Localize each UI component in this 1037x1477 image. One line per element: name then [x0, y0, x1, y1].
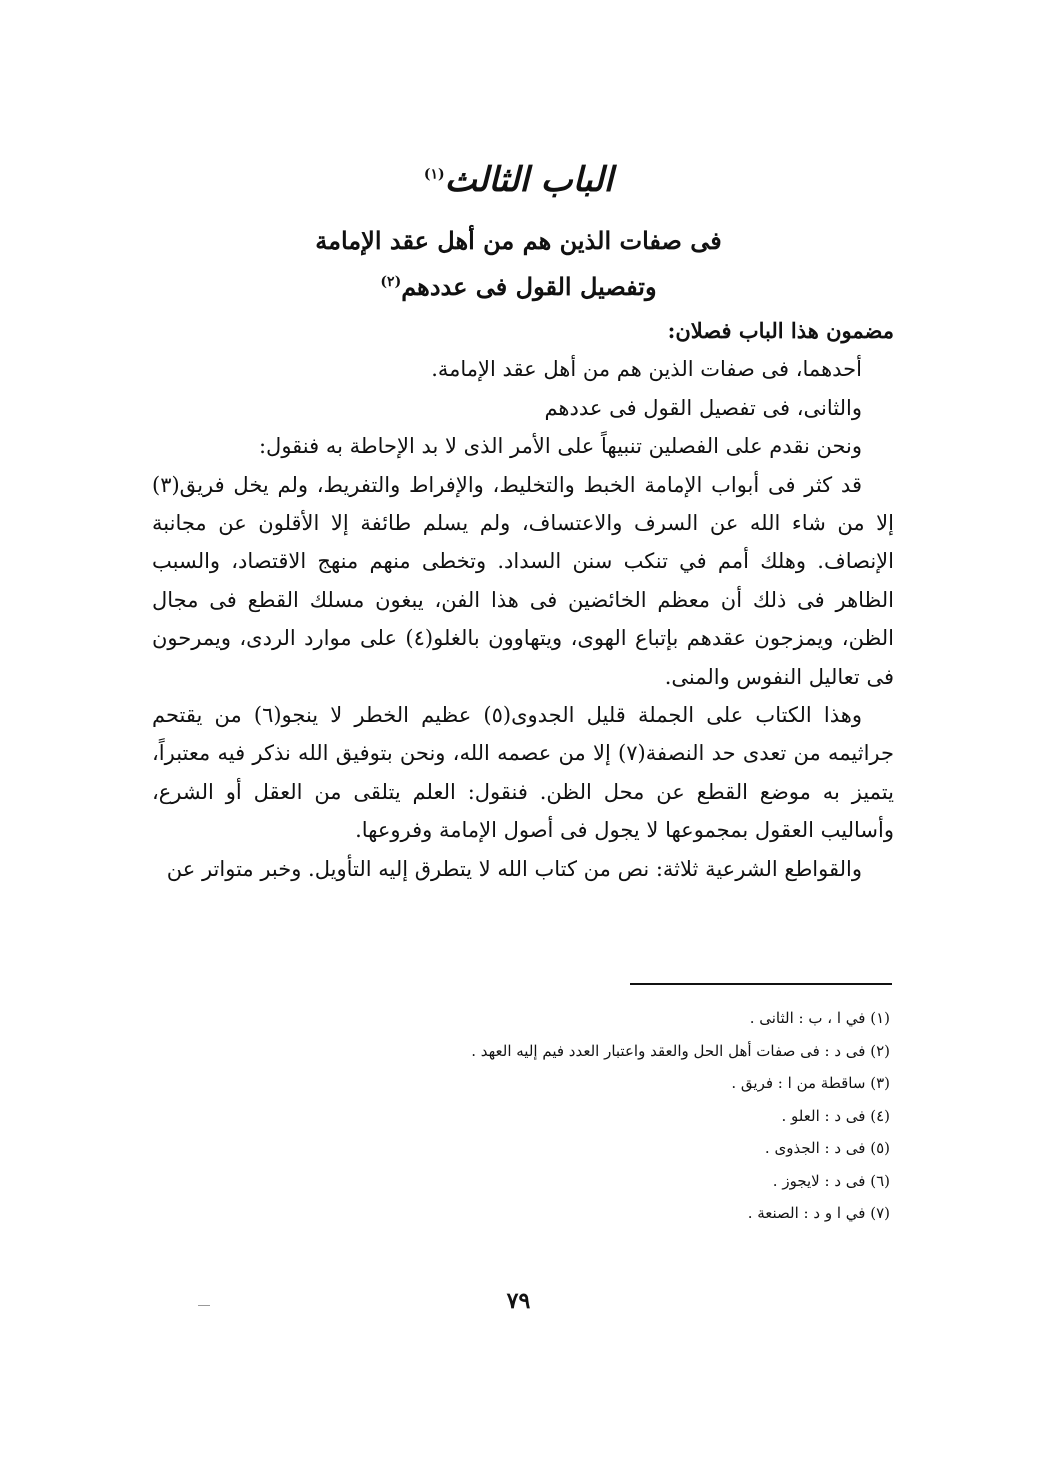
footnote-4: (٤) فى د : العلو . — [781, 1106, 890, 1125]
paragraph-2: والثانى، فى تفصيل القول فى عددهم — [544, 395, 862, 420]
paragraph-3: ونحن نقدم على الفصلين تنبيهاً على الأمر الذى لا بد الإحاطة به فنقول: — [258, 434, 862, 459]
section-heading: مضمون هذا الباب فصلان: — [667, 318, 894, 343]
page-number: ٧٩ — [506, 1288, 531, 1314]
footnote-7: (٧) في ا و د : الصنعة . — [747, 1204, 890, 1222]
chapter-subtitle-footnote-ref: (٢) — [380, 274, 402, 290]
chapter-subtitle-line-2 — [0, 272, 1037, 301]
chapter-subtitle-line-2-text: وتفصيل القول فى عددهم — [401, 272, 657, 301]
footnote-separator — [630, 983, 892, 985]
footnote-3: (٣) ساقطة من ا : فريق . — [731, 1074, 890, 1092]
footnotes-list — [200, 1002, 890, 1230]
footnote-5: (٥) فى د : الجذوى . — [764, 1139, 890, 1157]
footnote-6: (٦) فى د : لايجوز . — [772, 1171, 890, 1190]
paragraph-5: وهذا الكتاب على الجملة قليل الجدوى(٥) عظيم الخطر لا ينجو(٦) من يقتحم جراثيمه من تعدى حد النصفة(٧) إلا من عصمه الله، ونحن بتوفيق الله نذكر فيه معتبراً، يتميز به موضع القطع عن محل الظن. فنقول: العلم يتلقى من العقل أو الشرع، وأساليب العقول بمجموعها لا يجول فى أصول الإمامة وفروعها. — [152, 703, 894, 843]
chapter-subtitle-line-1: فى صفات الذين هم من أهل عقد الإمامة — [315, 226, 722, 255]
margin-mark — [198, 1305, 210, 1306]
chapter-title-footnote-ref: (١) — [423, 166, 445, 183]
footnote-2: (٢) فى د : فى صفات أهل الحل والعقد واعتبار العدد فيم إليه العهد . — [471, 1041, 890, 1060]
body-text — [152, 312, 894, 888]
chapter-title — [0, 160, 1037, 200]
chapter-title-text: الباب الثالث — [444, 160, 614, 200]
paragraph-1: أحدهما، فى صفات الذين هم من أهل عقد الإمامة. — [431, 357, 862, 382]
footnote-1: (١) في ا ، ب : الثانى . — [749, 1009, 890, 1027]
paragraph-4: قد كثر فى أبواب الإمامة الخبط والتخليط، والإفراط والتفريط، ولم يخل فريق(٣) إلا من شاء الله عن السرف والاعتساف، ولم يسلم طائفة إلا الأقلون عن مجانبة الإنصاف. وهلك أمم في تنكب سنن السداد. وتخطى منهم منهج الاقتصاد، والسبب الظاهر فى ذلك أن معظم الخائضين فى هذا الفن، يبغون مسلك القطع فى مجال الظن، ويمزجون عقدهم بإتباع الهوى، ويتهاوون بالغلو(٤) على موارد الردى، ويمرحون فى تعاليل النفوس والمنى. — [152, 472, 895, 689]
paragraph-6: والقواطع الشرعية ثلاثة: نص من كتاب الله لا يتطرق إليه التأويل. وخبر متواتر عن — [166, 856, 862, 881]
